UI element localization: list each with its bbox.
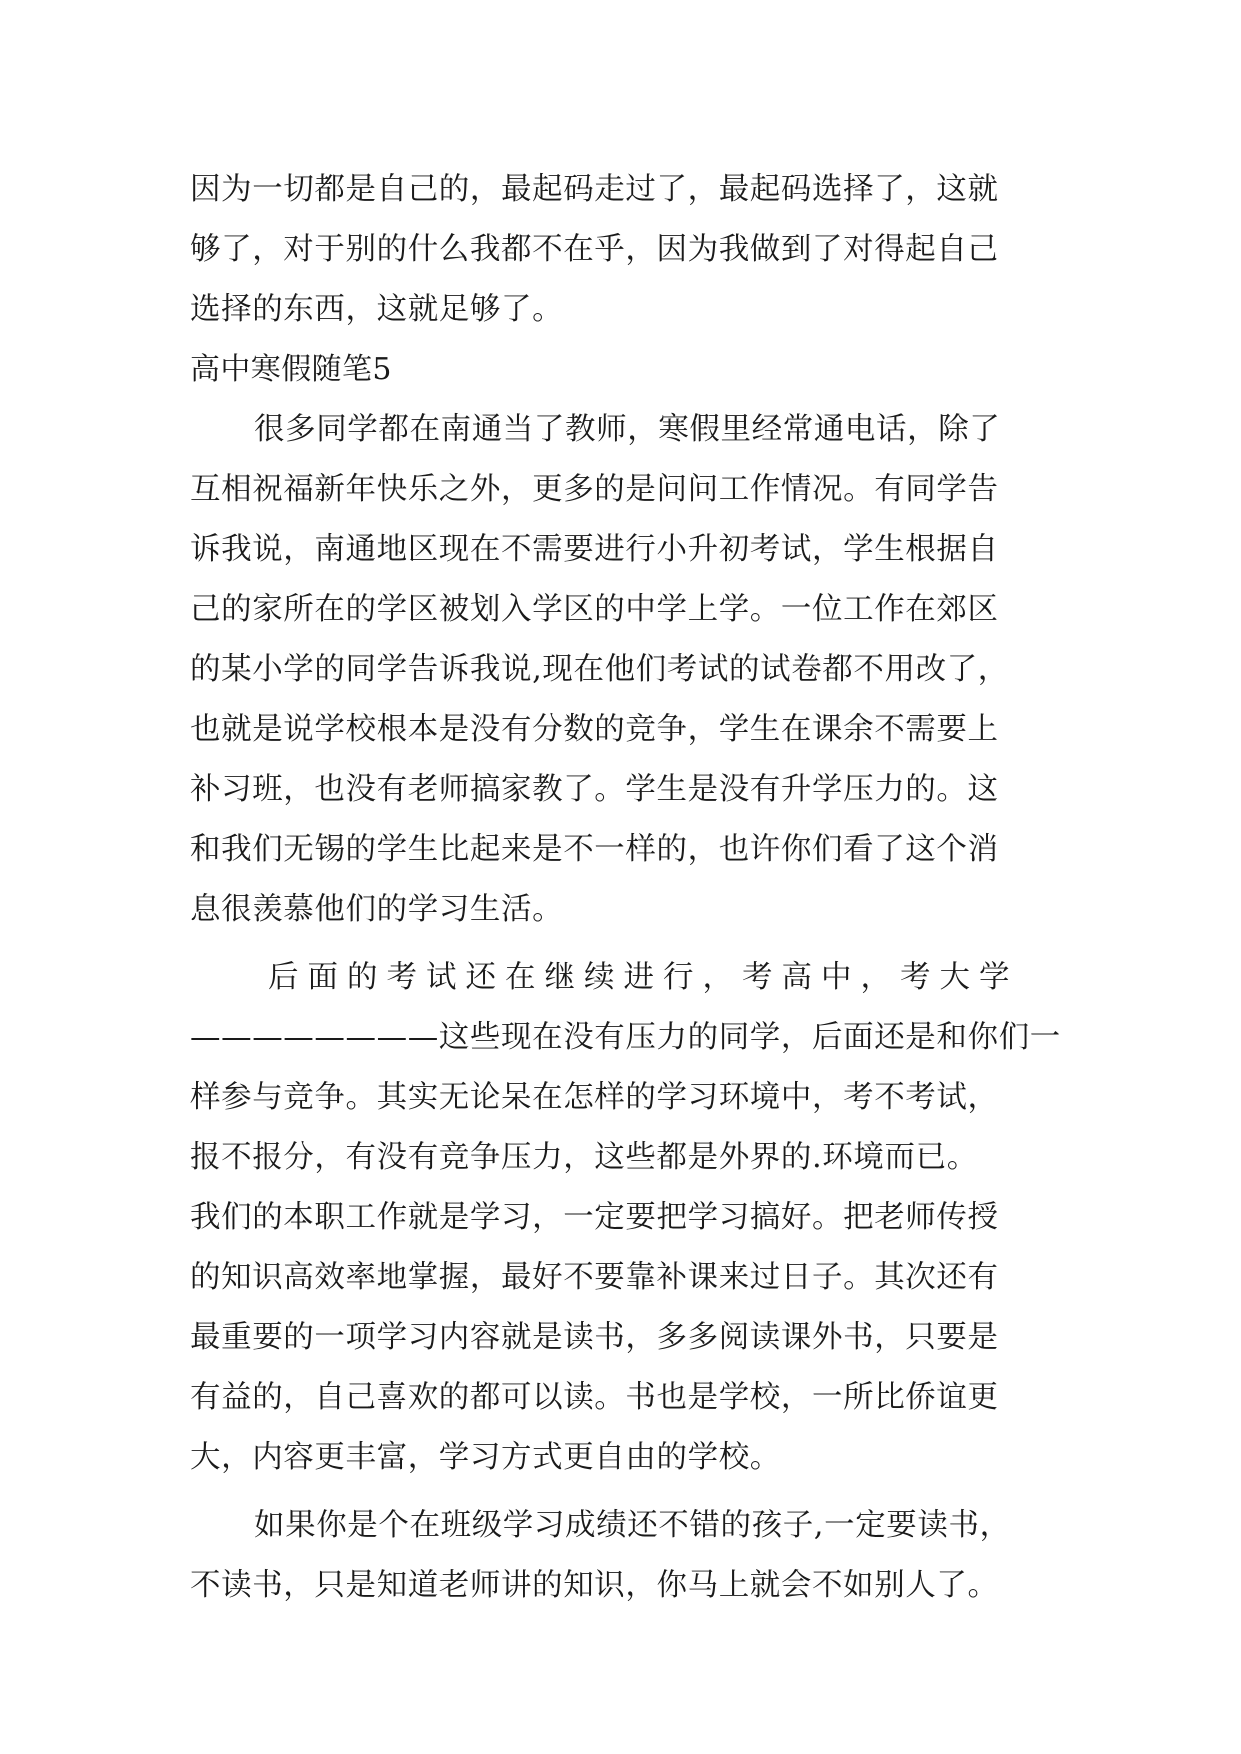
text-line: 最重要的一项学习内容就是读书，多多阅读课外书，只要是: [190, 1320, 999, 1355]
section-title: 高中寒假随笔5: [190, 352, 392, 387]
text-line: 互相祝福新年快乐之外，更多的是问问工作情况。有同学告: [190, 472, 999, 507]
text-line: 己的家所在的学区被划入学区的中学上学。一位工作在郊区: [190, 592, 999, 627]
paragraph-2: [190, 948, 1060, 1488]
paragraph-1: [190, 400, 1060, 940]
previous-section-tail: [190, 160, 1060, 340]
text-line: 大，内容更丰富，学习方式更自由的学校。: [190, 1440, 781, 1475]
text-line: 有益的，自己喜欢的都可以读。书也是学校，一所比侨谊更: [190, 1380, 999, 1415]
text-line: 的知识高效率地掌握，最好不要靠补课来过日子。其次还有: [190, 1260, 999, 1295]
text-line: 不读书，只是知道老师讲的知识，你马上就会不如别人了。: [190, 1568, 999, 1603]
paragraph-3: [190, 1496, 1060, 1616]
text-line: 很多同学都在南通当了教师，寒假里经常通电话，除了: [254, 412, 1001, 447]
text-line: 样参与竞争。其实无论呆在怎样的学习环境中，考不考试，: [190, 1080, 999, 1115]
document-body: [190, 160, 1060, 1616]
text-line: 补习班，也没有老师搞家教了。学生是没有升学压力的。这: [190, 772, 999, 807]
text-line: 息很羡慕他们的学习生活。: [190, 892, 564, 927]
text-line: 后面的考试还在继续进行，考高中，考大学: [268, 960, 1019, 995]
text-line: 报不报分，有没有竞争压力，这些都是外界的.环境而已。: [190, 1140, 978, 1175]
text-line: 和我们无锡的学生比起来是不一样的，也许你们看了这个消: [190, 832, 999, 867]
text-line: 选择的东西，这就足够了。: [190, 292, 564, 327]
text-line: ————————这些现在没有压力的同学，后面还是和你们一: [190, 1020, 1061, 1055]
text-line: 也就是说学校根本是没有分数的竞争，学生在课余不需要上: [190, 712, 999, 747]
text-line: 诉我说，南通地区现在不需要进行小升初考试，学生根据自: [190, 532, 999, 567]
text-line: 如果你是个在班级学习成绩还不错的孩子,一定要读书，: [254, 1508, 1011, 1543]
text-line: 我们的本职工作就是学习，一定要把学习搞好。把老师传授: [190, 1200, 999, 1235]
text-line: 够了，对于别的什么我都不在乎，因为我做到了对得起自己: [190, 232, 999, 267]
text-line: 的某小学的同学告诉我说,现在他们考试的试卷都不用改了，: [190, 652, 1009, 687]
text-line: 因为一切都是自己的，最起码走过了，最起码选择了，这就: [190, 172, 999, 207]
